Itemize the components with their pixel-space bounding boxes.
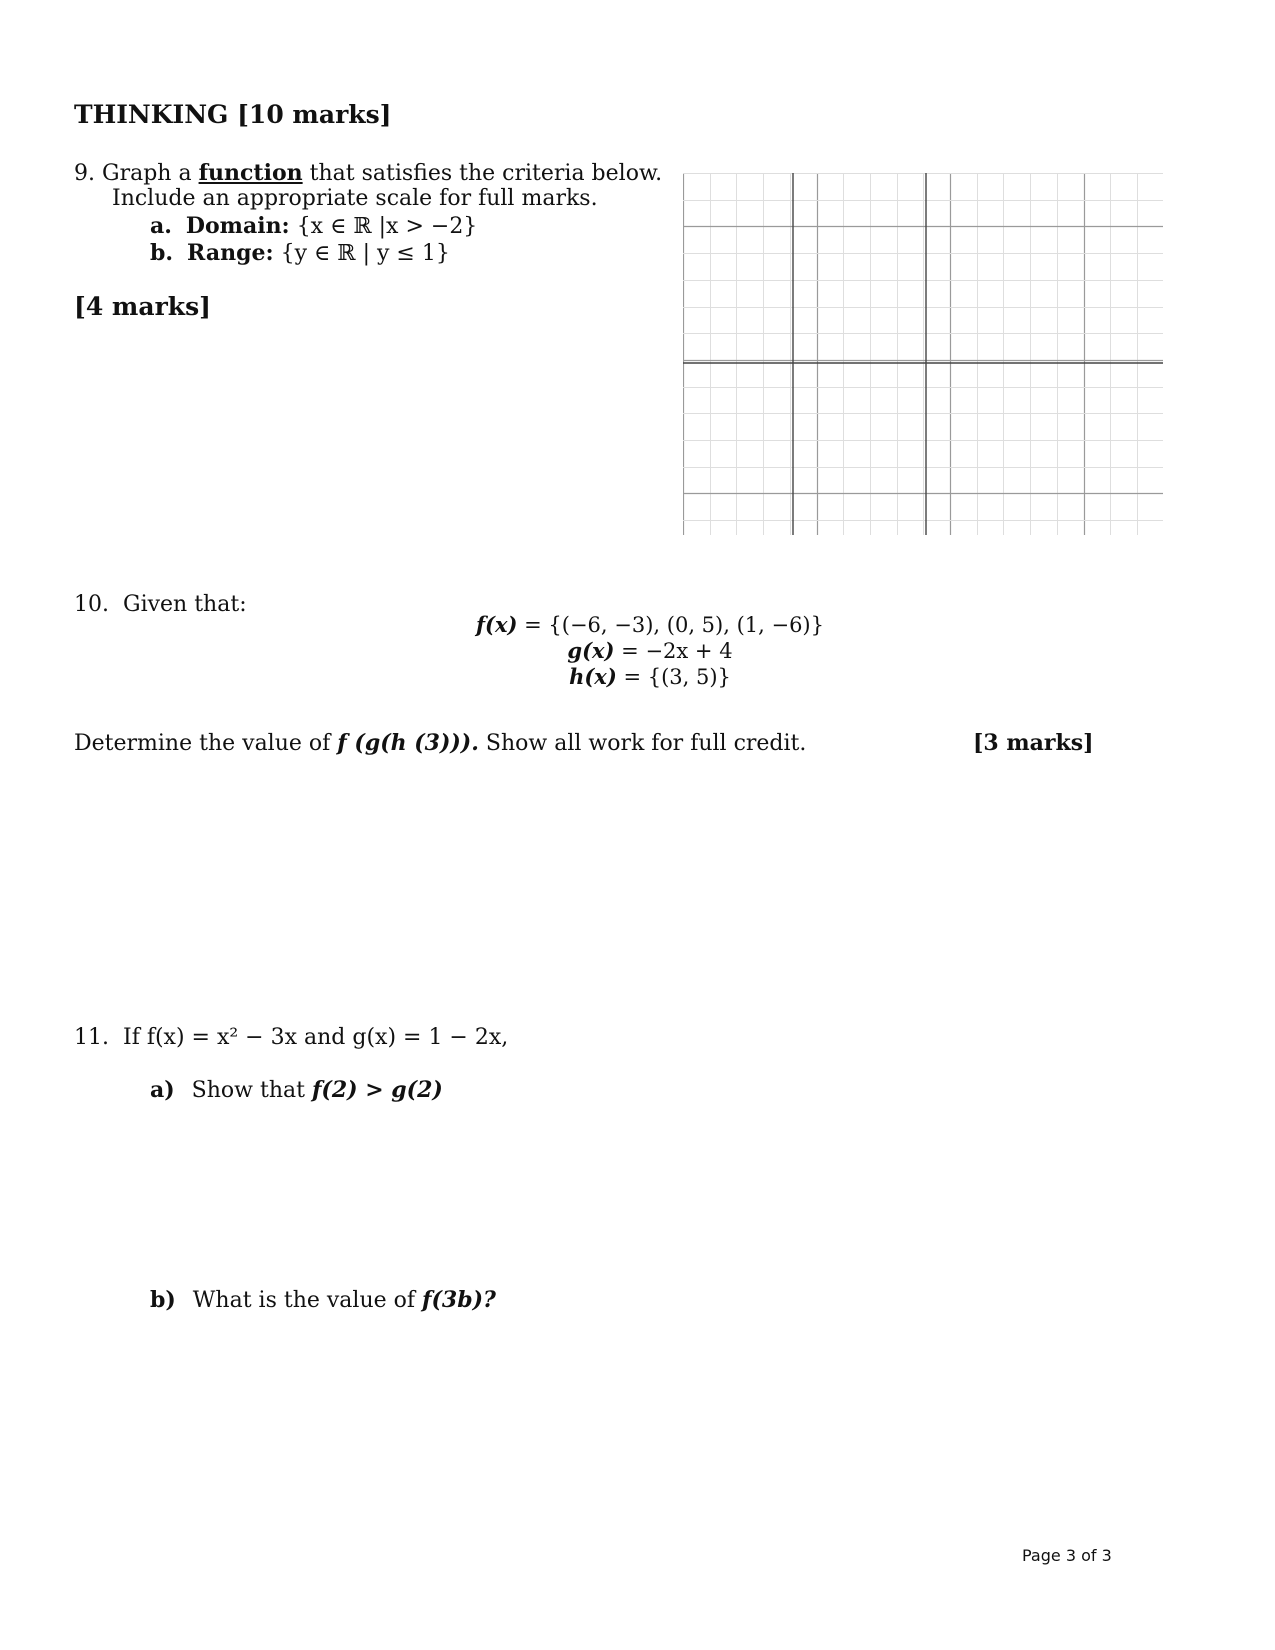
graph-grid-svg[interactable] xyxy=(683,173,1163,535)
q10-marks: [3 marks] xyxy=(973,730,1094,756)
q10-task xyxy=(74,730,806,756)
part-letter: b) xyxy=(150,1287,176,1313)
q9-marks: [4 marks] xyxy=(74,292,211,321)
q9-keyword: function xyxy=(198,160,303,186)
equation-lhs: f(x) xyxy=(476,612,518,637)
equation-rhs: = {(−6, −3), (0, 5), (1, −6)} xyxy=(517,613,824,637)
q9-prompt xyxy=(74,160,662,186)
criterion-label: Range: xyxy=(187,240,274,266)
q9-number: 9. xyxy=(74,161,95,186)
q11-part-a xyxy=(150,1077,443,1103)
equation-rhs: = {(3, 5)} xyxy=(616,665,731,689)
part-text: What is the value of xyxy=(192,1288,416,1313)
q11-part-b xyxy=(150,1287,496,1313)
q11-intro: If f(x) = x² − 3x and g(x) = 1 − 2x, xyxy=(123,1025,509,1050)
criterion-expr: {y ∈ ℝ | y ≤ 1} xyxy=(280,241,450,266)
q10-equation-f xyxy=(360,612,940,637)
criterion-letter: a. xyxy=(150,213,172,239)
q10-intro: Given that: xyxy=(123,592,247,617)
q9-intro-after: that satisfies the criteria below. xyxy=(309,161,663,186)
section-title: THINKING [10 marks] xyxy=(74,100,392,129)
q10-task-after: Show all work for full credit. xyxy=(485,731,807,756)
q9-criterion-range xyxy=(150,240,450,266)
q11-number: 11. xyxy=(74,1025,109,1050)
equation-rhs: = −2x + 4 xyxy=(614,639,733,663)
criterion-letter: b. xyxy=(150,240,174,266)
q9-criterion-domain xyxy=(150,213,477,239)
q11-prompt xyxy=(74,1025,508,1050)
q10-equation-h xyxy=(360,664,940,689)
q10-number: 10. xyxy=(74,592,109,617)
q10-prompt xyxy=(74,592,247,617)
part-expr: f(2) > g(2) xyxy=(311,1077,443,1103)
q9-scale-note: Include an appropriate scale for full marks. xyxy=(112,186,598,211)
part-expr: f(3b)? xyxy=(422,1287,496,1313)
q10-task-expr: f (g(h (3))). xyxy=(337,730,479,756)
graph-grid[interactable] xyxy=(683,173,1163,535)
equation-lhs: g(x) xyxy=(567,638,615,663)
q9-intro-before: Graph a xyxy=(102,161,192,186)
part-text: Show that xyxy=(191,1078,305,1103)
q10-equation-g xyxy=(360,638,940,663)
equation-lhs: h(x) xyxy=(569,664,617,689)
part-letter: a) xyxy=(150,1077,175,1103)
q10-task-before: Determine the value of xyxy=(74,731,331,756)
page-number: Page 3 of 3 xyxy=(1022,1546,1112,1565)
criterion-label: Domain: xyxy=(185,213,290,239)
criterion-expr: {x ∈ ℝ |x > −2} xyxy=(296,214,478,239)
